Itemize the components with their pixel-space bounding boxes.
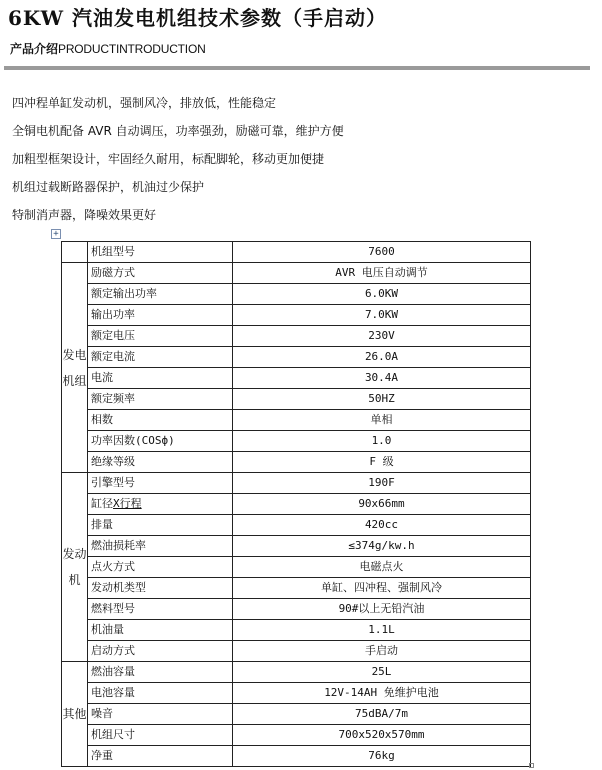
spec-value: 1.1L (233, 620, 531, 641)
section-heading (10, 40, 206, 57)
spec-label: 燃料型号 (88, 599, 233, 620)
spec-value: 230V (233, 326, 531, 347)
spec-value: AVR 电压自动调节 (233, 263, 531, 284)
spec-label: 电流 (88, 368, 233, 389)
spec-label: 燃油容量 (88, 662, 233, 683)
section-heading-en: PRODUCTINTRODUCTION (58, 42, 206, 56)
spec-label: 引擎型号 (88, 473, 233, 494)
table-row (62, 704, 531, 725)
spec-label: 电池容量 (88, 683, 233, 704)
table-row (62, 452, 531, 473)
spec-label: 机组型号 (88, 242, 233, 263)
spec-value: 6.0KW (233, 284, 531, 305)
spec-value: 单缸、四冲程、强制风冷 (233, 578, 531, 599)
spec-value: 7.0KW (233, 305, 531, 326)
spec-group-generator: 发电机组 (62, 263, 88, 473)
table-row (62, 494, 531, 515)
table-row (62, 641, 531, 662)
spec-label: 发动机类型 (88, 578, 233, 599)
spec-value: 420cc (233, 515, 531, 536)
spec-label: 净重 (88, 746, 233, 767)
spec-value: 76kg (233, 746, 531, 767)
table-row (62, 557, 531, 578)
spec-value: 1.0 (233, 431, 531, 452)
spec-value: 75dBA/7m (233, 704, 531, 725)
table-row (62, 410, 531, 431)
spec-group-other: 其他 (62, 662, 88, 767)
table-row (62, 431, 531, 452)
table-row (62, 347, 531, 368)
spec-label: 机油量 (88, 620, 233, 641)
spec-label: 额定电压 (88, 326, 233, 347)
spec-label: 排量 (88, 515, 233, 536)
spec-value: 电磁点火 (233, 557, 531, 578)
spec-value: 50HZ (233, 389, 531, 410)
spec-value: 190F (233, 473, 531, 494)
table-row (62, 305, 531, 326)
feature-line: 机组过载断路器保护，机油过少保护 (12, 180, 205, 194)
table-end-marker (529, 763, 534, 768)
table-row (62, 473, 531, 494)
table-row (62, 683, 531, 704)
spec-label: 点火方式 (88, 557, 233, 578)
spec-table (61, 241, 531, 767)
table-row (62, 599, 531, 620)
spec-group-engine: 发动机 (62, 473, 88, 662)
spec-label: 启动方式 (88, 641, 233, 662)
table-row (62, 389, 531, 410)
spec-label: 机组尺寸 (88, 725, 233, 746)
section-heading-cn: 产品介绍 (10, 42, 59, 56)
table-row (62, 263, 531, 284)
spec-value: 700x520x570mm (233, 725, 531, 746)
spec-value: ≤374g/kw.h (233, 536, 531, 557)
feature-line: 全铜电机配备 AVR 自动调压，功率强劲，励磁可靠，维护方便 (12, 124, 344, 138)
spec-value: F 级 (233, 452, 531, 473)
table-row (62, 662, 531, 683)
spec-value: 25L (233, 662, 531, 683)
table-row (62, 620, 531, 641)
feature-line: 特制消声器，降噪效果更好 (12, 208, 157, 222)
feature-line: 加粗型框架设计，牢固经久耐用，标配脚轮，移动更加便捷 (12, 152, 325, 166)
spec-label (88, 494, 233, 515)
spec-value: 90#以上无铅汽油 (233, 599, 531, 620)
spec-label: 噪音 (88, 704, 233, 725)
spec-label: 输出功率 (88, 305, 233, 326)
spec-label: 励磁方式 (88, 263, 233, 284)
spec-label: 绝缘等级 (88, 452, 233, 473)
spec-label: 燃油损耗率 (88, 536, 233, 557)
feature-line: 四冲程单缸发动机，强制风冷，排放低，性能稳定 (12, 96, 277, 110)
table-row (62, 725, 531, 746)
spec-label-main: 缸径 (91, 497, 113, 510)
table-row (62, 284, 531, 305)
spec-value: 7600 (233, 242, 531, 263)
spec-value: 手启动 (233, 641, 531, 662)
spec-group-cell (62, 242, 88, 263)
spec-value: 90x66mm (233, 494, 531, 515)
spec-label-underlined: X行程 (113, 497, 142, 510)
spec-value: 30.4A (233, 368, 531, 389)
spec-value: 单相 (233, 410, 531, 431)
table-row (62, 242, 531, 263)
table-row (62, 578, 531, 599)
spec-label: 额定输出功率 (88, 284, 233, 305)
move-icon[interactable]: + (51, 229, 61, 239)
page-title: 6KW 汽油发电机组技术参数（手启动） (8, 6, 388, 30)
spec-label: 额定频率 (88, 389, 233, 410)
section-divider (4, 66, 590, 70)
spec-value: 12V-14AH 免维护电池 (233, 683, 531, 704)
spec-value: 26.0A (233, 347, 531, 368)
spec-label: 相数 (88, 410, 233, 431)
spec-label: 额定电流 (88, 347, 233, 368)
spec-label: 功率因数(COSф) (88, 431, 233, 452)
table-row (62, 515, 531, 536)
table-row (62, 326, 531, 347)
table-row (62, 368, 531, 389)
table-row (62, 536, 531, 557)
table-row (62, 746, 531, 767)
